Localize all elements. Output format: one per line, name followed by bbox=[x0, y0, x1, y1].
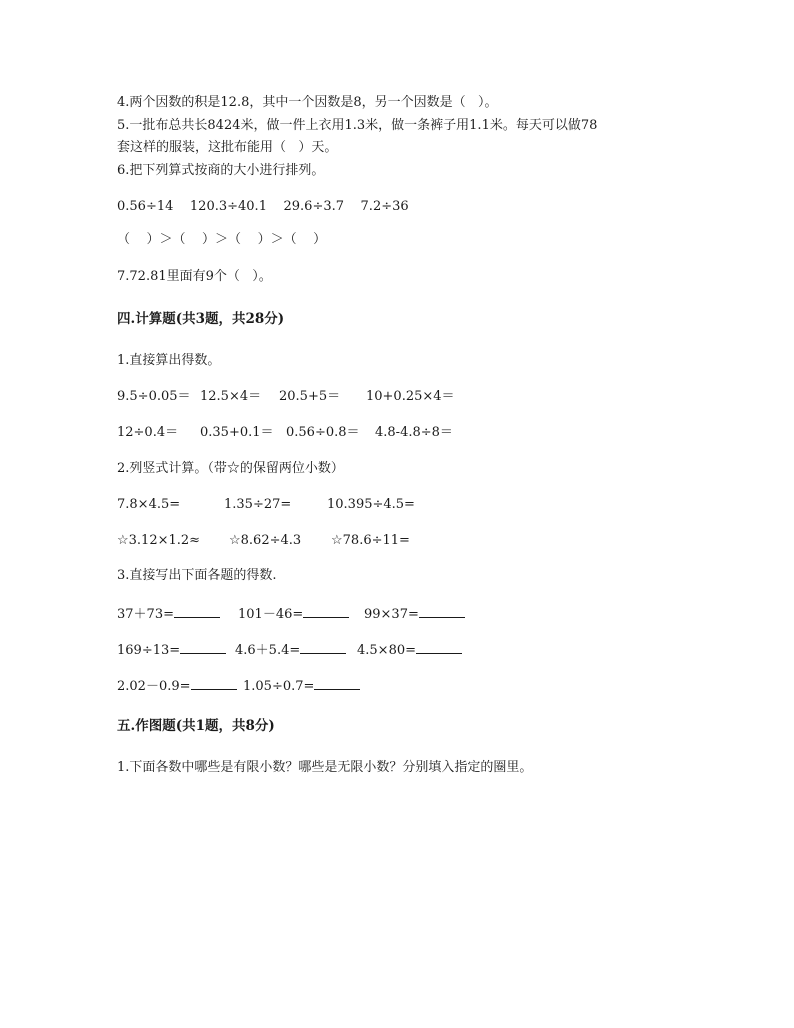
calc-item: ☆8.62÷4.3 bbox=[229, 533, 302, 548]
section-4-q1-title: 1.直接算出得数。 bbox=[117, 353, 221, 368]
section-4-q2-title: 2.列竖式计算。（带☆的保留两位小数） bbox=[117, 461, 344, 476]
question-4: 4.两个因数的积是12.8，其中一个因数是8，另一个因数是（ ）。 bbox=[117, 95, 498, 110]
calc-item: 0.35+0.1＝ bbox=[200, 425, 274, 440]
calc-item: 1.35÷27= bbox=[224, 497, 292, 512]
question-6-expressions: 0.56÷14 120.3÷40.1 29.6÷3.7 7.2÷36 bbox=[117, 199, 409, 214]
question-5-line-1: 5.一批布总共长8424米，做一件上衣用1.3米，做一条裤子用1.1米。每天可以做78 bbox=[117, 118, 598, 133]
section-5-q1: 1.下面各数中哪些是有限小数？哪些是无限小数？分别填入指定的圈里。 bbox=[117, 760, 533, 775]
calc-item: 37＋73= bbox=[117, 605, 220, 624]
section-4-heading: 四.计算题(共3题，共28分) bbox=[117, 311, 285, 327]
section-4-q3-title: 3.直接写出下面各题的得数. bbox=[117, 568, 277, 583]
question-6-order-blanks: （ ）＞（ ）＞（ ）＞（ ） bbox=[117, 232, 327, 247]
question-6: 6.把下列算式按商的大小进行排列。 bbox=[117, 163, 325, 178]
calc-item: 20.5+5＝ bbox=[279, 389, 341, 404]
calc-item: ☆3.12×1.2≈ bbox=[117, 533, 201, 548]
calc-item: 9.5÷0.05＝ bbox=[117, 389, 191, 404]
calc-item: 4.5×80= bbox=[357, 641, 462, 660]
calc-item: 1.05÷0.7= bbox=[243, 677, 360, 696]
calc-item: 4.6＋5.4= bbox=[235, 641, 346, 660]
calc-item: 4.8-4.8÷8＝ bbox=[375, 425, 453, 440]
calc-item: 101－46= bbox=[238, 605, 349, 624]
calc-item: 2.02－0.9= bbox=[117, 677, 237, 696]
question-5-line-2: 套这样的服装，这批布能用（ ）天。 bbox=[117, 140, 338, 155]
question-7: 7.72.81里面有9个（ ）。 bbox=[117, 269, 272, 284]
calc-item: 169÷13= bbox=[117, 641, 226, 660]
calc-item: ☆78.6÷11= bbox=[331, 533, 410, 548]
calc-item: 12÷0.4＝ bbox=[117, 425, 179, 440]
calc-item: 7.8×4.5= bbox=[117, 497, 181, 512]
calc-item: 10.395÷4.5= bbox=[327, 497, 415, 512]
calc-item: 12.5×4＝ bbox=[200, 389, 262, 404]
calc-item: 10+0.25×4＝ bbox=[366, 389, 455, 404]
calc-item: 99×37= bbox=[364, 605, 465, 624]
calc-item: 0.56÷0.8＝ bbox=[286, 425, 360, 440]
section-5-heading: 五.作图题(共1题，共8分) bbox=[117, 718, 275, 734]
